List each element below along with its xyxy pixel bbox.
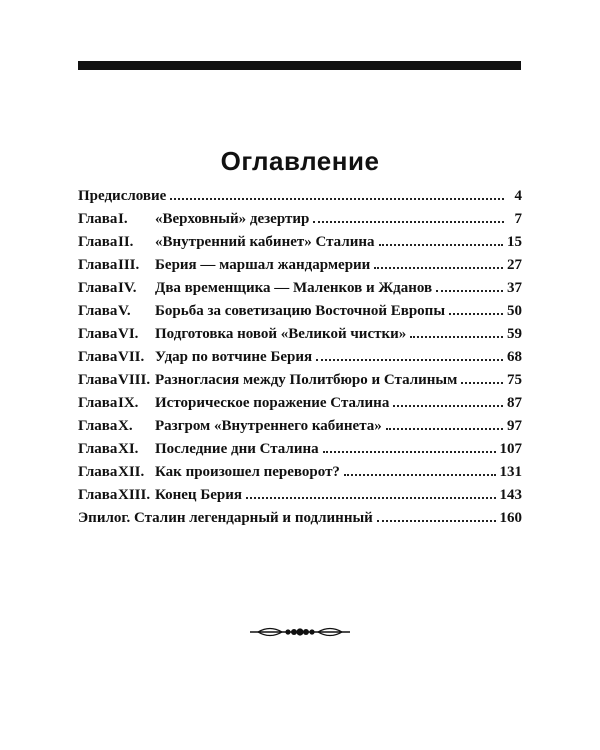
toc-leader-dots	[379, 230, 503, 246]
toc-entry-number: VII.	[118, 349, 145, 365]
toc-entry-prefix: Глава	[78, 234, 118, 250]
table-of-contents	[78, 184, 522, 529]
toc-entry-number: XI.	[118, 441, 139, 457]
toc-entry	[78, 460, 522, 483]
toc-entry-prefix: Глава	[78, 372, 118, 388]
toc-entry-number: II.	[118, 234, 134, 250]
ornament-divider-icon	[248, 622, 352, 642]
toc-entry-label: Два временщика — Маленков и Жданов	[155, 280, 433, 296]
toc-entry-label: Берия — маршал жандармерии	[155, 257, 371, 273]
toc-entry-number: X.	[118, 418, 133, 434]
toc-entry-label: Как произошел переворот?	[155, 464, 340, 480]
toc-leader-dots	[377, 506, 496, 522]
toc-entry-page: 4	[514, 188, 522, 204]
toc-entry	[78, 276, 522, 299]
toc-entry	[78, 506, 522, 529]
toc-leader-dots	[344, 460, 496, 476]
toc-entry-prefix: Глава	[78, 487, 118, 503]
toc-entry-label: Последние дни Сталина	[155, 441, 319, 457]
toc-entry-page: 131	[499, 464, 522, 480]
toc-entry	[78, 207, 522, 230]
toc-entry-number: IX.	[118, 395, 139, 411]
toc-entry-page: 87	[507, 395, 522, 411]
toc-entry-number: IV.	[118, 280, 137, 296]
toc-entry-label: Разгром «Внутреннего кабинета»	[155, 418, 382, 434]
toc-entry-label: Конец Берия	[155, 487, 242, 503]
toc-entry-prefix: Глава	[78, 418, 118, 434]
toc-entry-number: XII.	[118, 464, 145, 480]
toc-entry-prefix: Глава	[78, 257, 118, 273]
page-title: Оглавление	[220, 146, 380, 176]
toc-entry-number: I.	[118, 211, 128, 227]
toc-entry-prefix: Глава	[78, 211, 118, 227]
toc-entry	[78, 184, 522, 207]
toc-entry-label: Разногласия между Политбюро и Сталиным	[155, 372, 458, 388]
toc-entry	[78, 437, 522, 460]
toc-entry-page: 107	[499, 441, 522, 457]
toc-entry-page: 97	[507, 418, 522, 434]
toc-leader-dots	[393, 391, 503, 407]
toc-entry-page: 15	[507, 234, 522, 250]
toc-entry-page: 27	[507, 257, 522, 273]
toc-entry-number: VI.	[118, 326, 139, 342]
toc-entry-number: III.	[118, 257, 140, 273]
toc-entry-page: 50	[507, 303, 522, 319]
toc-entry-label: Историческое поражение Сталина	[155, 395, 390, 411]
toc-entry-page: 143	[499, 487, 522, 503]
toc-entry-prefix: Глава	[78, 441, 118, 457]
toc-entry-label: Борьба за советизацию Восточной Европы	[155, 303, 446, 319]
toc-entry-page: 59	[507, 326, 522, 342]
toc-entry	[78, 322, 522, 345]
toc-entry-label: Предисловие	[78, 188, 167, 204]
toc-entry-page: 160	[499, 510, 522, 526]
toc-entry-prefix: Глава	[78, 395, 118, 411]
toc-entry	[78, 368, 522, 391]
toc-leader-dots	[461, 368, 503, 384]
toc-entry-number: V.	[118, 303, 131, 319]
toc-entry-prefix: Глава	[78, 464, 118, 480]
toc-entry-prefix: Глава	[78, 326, 118, 342]
toc-entry-label: Эпилог. Сталин легендарный и подлинный	[78, 510, 373, 526]
toc-entry-label: «Верховный» дезертир	[155, 211, 310, 227]
toc-entry-number: XIII.	[118, 487, 151, 503]
toc-entry	[78, 230, 522, 253]
toc-entry-page: 68	[507, 349, 522, 365]
toc-leader-dots	[410, 322, 503, 338]
toc-leader-dots	[313, 207, 504, 223]
toc-entry-label: «Внутренний кабинет» Сталина	[155, 234, 375, 250]
top-rule	[78, 61, 521, 70]
toc-entry-prefix: Глава	[78, 303, 118, 319]
toc-entry	[78, 299, 522, 322]
toc-leader-dots	[316, 345, 503, 361]
toc-entry-page: 37	[507, 280, 522, 296]
toc-leader-dots	[374, 253, 503, 269]
toc-leader-dots	[436, 276, 503, 292]
toc-entry	[78, 345, 522, 368]
toc-entry	[78, 483, 522, 506]
toc-entry-page: 7	[514, 211, 522, 227]
toc-leader-dots	[449, 299, 503, 315]
toc-entry	[78, 391, 522, 414]
toc-leader-dots	[246, 483, 496, 499]
toc-leader-dots	[386, 414, 503, 430]
toc-entry	[78, 253, 522, 276]
toc-entry	[78, 414, 522, 437]
toc-entry-number: VIII.	[118, 372, 151, 388]
toc-leader-dots	[323, 437, 496, 453]
toc-entry-prefix: Глава	[78, 349, 118, 365]
toc-leader-dots	[170, 184, 504, 200]
toc-entry-label: Удар по вотчине Берия	[155, 349, 313, 365]
toc-entry-prefix: Глава	[78, 280, 118, 296]
toc-entry-label: Подготовка новой «Великой чистки»	[155, 326, 407, 342]
toc-entry-page: 75	[507, 372, 522, 388]
